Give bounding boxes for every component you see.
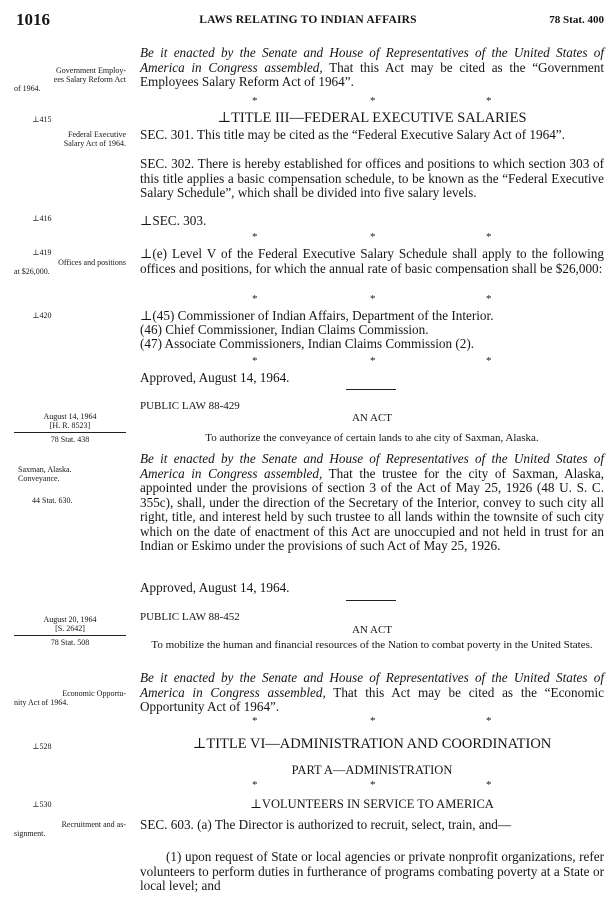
- sec-303: ⊥SEC. 303.: [140, 213, 207, 228]
- sidenote-mark-528: ⊥528: [32, 742, 52, 751]
- sidenote-econ-opp-act: Economic Opportu- nity Act of 1964.: [14, 689, 126, 707]
- an-act-heading: AN ACT: [351, 412, 393, 424]
- enacting-clause-saxman: Be it enacted by the Senate and House of Representatives of the United States of America in Congress assembled, That the trustee for the city of Saxman, Alaska, appointed under the provisions of section 3 of the Act of May 25, 1926 (48 U. S. C. 355c), shall, under the direction of the Secretary of the Interior, convey to such city all right, title, and interest held by such trustee to all lands within the townsite of such city which on the date of enactment of this Act are unoccupied and not held in trust for an Indian or Eskimo under the provisions of such Act of May 25, 1926.: [140, 451, 604, 553]
- sidenote-mark-416: ⊥416: [32, 214, 52, 223]
- item-47: (47) Associate Commissioners, Indian Claims Commission (2).: [140, 336, 475, 351]
- enacting-clause-salary-reform: Be it enacted by the Senate and House of Representatives of the United States of America in Congress assembled, That this Act may be cited as the “Government Employees Salary Reform Act of 1964”.: [140, 45, 604, 89]
- sidenote-offices-positions: Offices and positions at $26,000.: [14, 258, 126, 276]
- title-iii-heading: ⊥TITLE III—FEDERAL EXECUTIVE SALARIES: [217, 110, 527, 126]
- sidenote-mark-420: ⊥420: [32, 311, 52, 320]
- sidenote-pl429-box: August 14, 1964 [H. R. 8523] 78 Stat. 438: [14, 412, 126, 444]
- an-act-heading: AN ACT: [351, 624, 393, 636]
- approved-salary-act: Approved, August 14, 1964.: [140, 370, 290, 385]
- sec-302: SEC. 302. There is hereby established for offices and positions to which section 303 of this title applies a basic compensation schedule, to be known as the “Federal Executive Salary Schedule”, which shall be divided into five salary levels.: [140, 156, 604, 200]
- sidenote-mark-415: ⊥415: [32, 115, 52, 124]
- item-46: (46) Chief Commissioner, Indian Claims Commission.: [140, 322, 429, 337]
- sec-603: SEC. 603. (a) The Director is authorized to recruit, select, train, and—: [140, 817, 512, 832]
- running-title: LAWS RELATING TO INDIAN AFFAIRS: [199, 14, 417, 26]
- page-number: 1016: [16, 10, 50, 29]
- act-purpose-poverty: To mobilize the human and financial resources of the Nation to combat poverty in the United States.: [151, 639, 593, 651]
- part-a-heading: PART A—ADMINISTRATION: [291, 763, 453, 777]
- level-v-clause: ⊥(e) Level V of the Federal Executive Salary Schedule shall apply to the following offices and positions, for which the annual rate of basic compensation shall be $26,000:: [140, 246, 604, 276]
- act-purpose-saxman: To authorize the conveyance of certain lands to ahe city of Saxman, Alaska.: [205, 432, 539, 444]
- divider-rule: [346, 600, 396, 601]
- divider-rule: [346, 389, 396, 390]
- stat-reference: 78 Stat. 400: [549, 14, 604, 26]
- sidenote-gov-salary-act: Government Employ- ees Salary Reform Act of 1964.: [14, 66, 126, 93]
- volunteers-heading: ⊥VOLUNTEERS IN SERVICE TO AMERICA: [250, 797, 494, 811]
- sidenote-mark-530: ⊥530: [32, 800, 52, 809]
- sec-301: SEC. 301. This title may be cited as the “Federal Executive Salary Act of 1964”.: [140, 127, 565, 142]
- public-law-88-452: PUBLIC LAW 88-452: [140, 611, 240, 623]
- sec-603-item-1: (1) upon request of State or local agencies or private nonprofit organizations, refer volunteers to perform duties in furtherance of programs combating poverty at a State or local level; and: [140, 849, 604, 893]
- sidenote-recruitment: Recruitment and as- signment.: [14, 820, 126, 838]
- enacting-clause-economic-opportunity: Be it enacted by the Senate and House of Representatives of the United States of America in Congress assembled, That this Act may be cited as the “Economic Opportunity Act of 1964”.: [140, 670, 604, 714]
- title-vi-heading: ⊥TITLE VI—ADMINISTRATION AND COORDINATION: [192, 736, 552, 752]
- item-45: ⊥(45) Commissioner of Indian Affairs, Department of the Interior.: [140, 308, 494, 323]
- approved-saxman: Approved, August 14, 1964.: [140, 580, 290, 595]
- sidenote-mark-419: ⊥419: [32, 248, 52, 257]
- sidenote-saxman: Saxman, Alaska. Conveyance.: [18, 465, 72, 483]
- public-law-88-429: PUBLIC LAW 88-429: [140, 400, 240, 412]
- sidenote-exec-salary-act: Federal Executive Salary Act of 1964.: [63, 130, 126, 148]
- sidenote-stat-630: 44 Stat. 630.: [32, 496, 73, 505]
- sidenote-pl452-box: August 20, 1964 [S. 2642] 78 Stat. 508: [14, 615, 126, 647]
